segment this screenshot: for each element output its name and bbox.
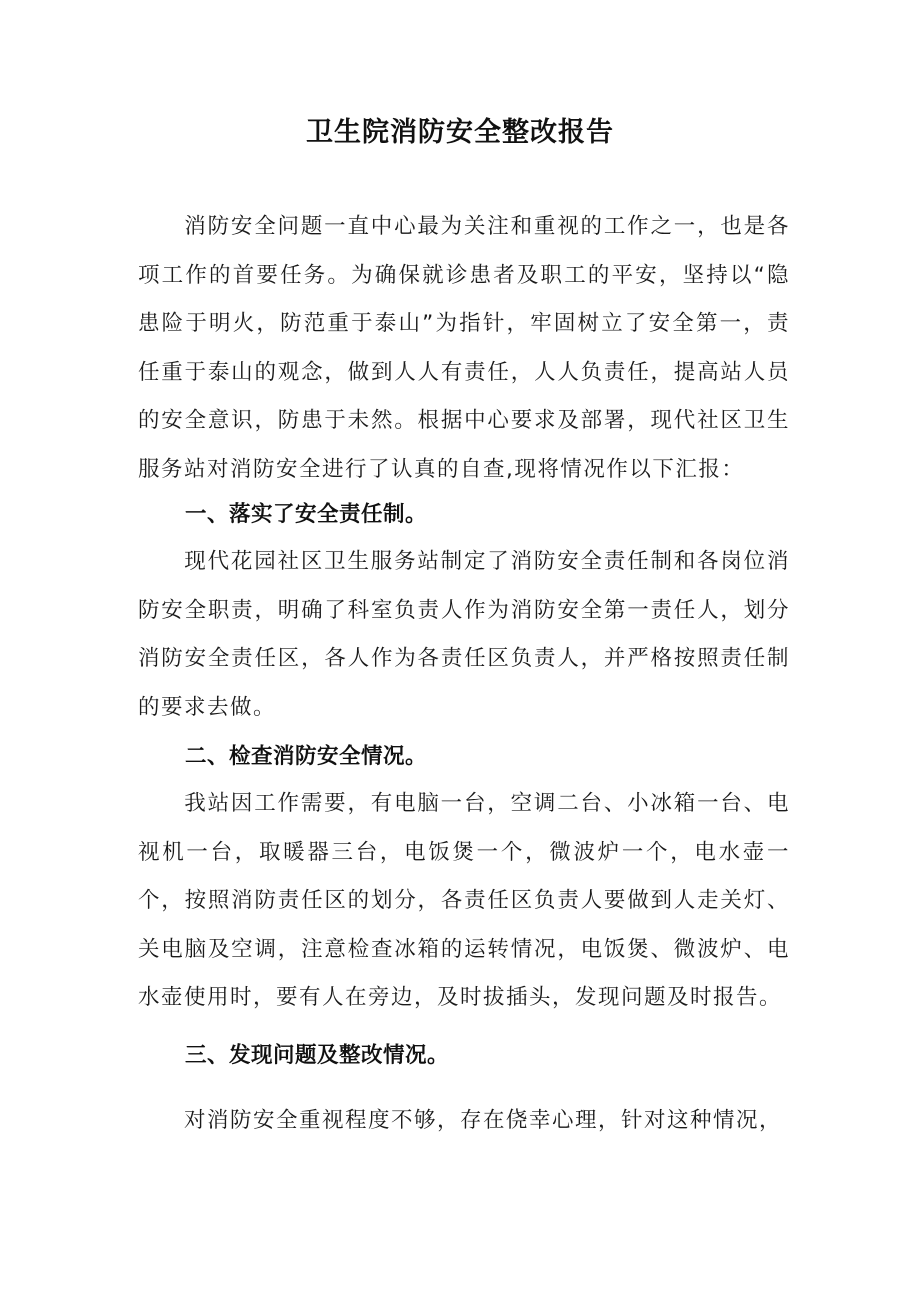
paragraph-responsibility [138,538,790,732]
paragraph-intro [138,203,790,494]
section-heading-3: 三、发现问题及整改情况。 [185,1043,450,1068]
paragraph-issues [138,1097,790,1146]
section-heading-2: 二、检查消防安全情况。 [185,744,428,769]
paragraph-responsibility-text: 现代花园社区卫生服务站制定了消防安全责任制和各岗位消防安全职责，明确了科室负责人作为消防安全第一责任人，划分消防安全责任区，各人作为各责任区负责人，并严格按照责任制的要求去做。 [138,549,790,720]
paragraph-inspection-text: 我站因工作需要，有电脑一台，空调二台、小冰箱一台、电视机一台，取暖器三台，电饭煲一个，微波炉一个，电水壶一个，按照消防责任区的划分，各责任区负责人要做到人走关灯、关电脑及空调，注意检查冰箱的运转情况，电饭煲、微波炉、电水壶使用时，要有人在旁边，及时拔插头，发现问题及时报告。 [138,791,790,1010]
paragraph-inspection [138,780,790,1023]
paragraph-intro-text: 消防安全问题一直中心最为关注和重视的工作之一，也是各项工作的首要任务。为确保就诊患者及职工的平安，坚持以“隐患险于明火，防范重于泰山”为指针，牢固树立了安全第一，责任重于泰山的观念，做到人人有责任，人人负责任，提高站人员的安全意识，防患于未然。根据中心要求及部署，现代社区卫生服务站对消防安全进行了认真的自查,现将情况作以下汇报： [138,214,790,482]
document-title: 卫生院消防安全整改报告 [306,117,614,148]
section-heading-1: 一、落实了安全责任制。 [185,502,428,527]
paragraph-issues-text: 对消防安全重视程度不够，存在侥幸心理，针对这种情况， [184,1108,783,1133]
